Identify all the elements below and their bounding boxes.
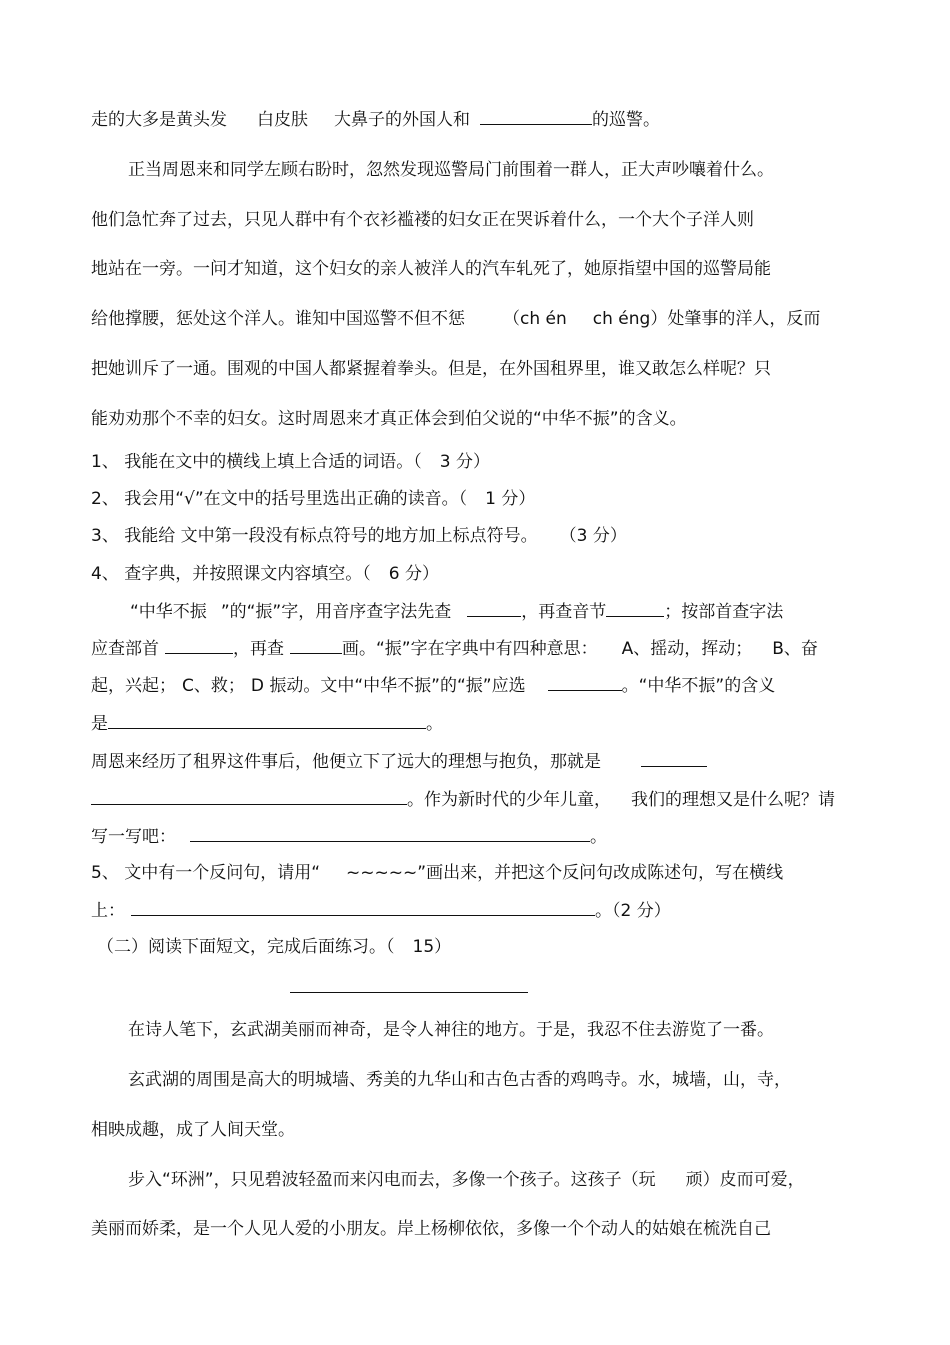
text: （二）阅读下面短文，完成后面练习。（ xyxy=(97,937,395,957)
text: 周恩来经历了租界这件事后，他便立下了远大的理想与抱负，那就是 xyxy=(91,752,601,772)
text: 。“中华不振”的含义 xyxy=(621,676,776,696)
points: 6 分） xyxy=(388,564,439,584)
fill-blank[interactable] xyxy=(480,108,592,125)
q5-line2 xyxy=(91,899,671,922)
text: 。（2 分） xyxy=(595,901,671,921)
text: 写一写吧： xyxy=(91,827,176,847)
text: 3、 我能给 文中第一段没有标点符号的地方加上标点符号。 xyxy=(91,526,538,546)
fill-blank[interactable] xyxy=(290,637,342,654)
text: 。 xyxy=(590,827,607,847)
text: 走的大多是黄头发 xyxy=(91,110,227,130)
section2-header xyxy=(97,936,451,958)
fill-blank[interactable] xyxy=(91,788,407,805)
fill-blank[interactable] xyxy=(641,750,707,767)
text: 1、 我能在文中的横线上填上合适的词语。（ xyxy=(91,452,422,472)
passage2-line2: 玄武湖的周围是高大的明城墙、秀美的九华山和古色古香的鸡鸣寺。水，城墙，山，寺， xyxy=(128,1070,791,1090)
q4-line2 xyxy=(91,637,818,660)
text: 2、 我会用“√”在文中的括号里选出正确的读音。（ xyxy=(91,489,468,509)
passage2-line5: 美丽而娇柔，是一个人见人爱的小朋友。岸上杨柳依依，多像一个个动人的姑娘在梳洗自己 xyxy=(91,1219,771,1239)
wavy-symbol: ~~~~~ xyxy=(346,863,418,883)
q4-line4 xyxy=(91,712,443,735)
text: ；按部首查字法 xyxy=(664,602,784,622)
question-2 xyxy=(91,488,535,510)
text: 4、 查字典，并按照课文内容填空。（ xyxy=(91,564,371,584)
question-3 xyxy=(91,525,627,547)
passage1-line6: 把她训斥了一通。围观的中国人都紧握着拳头。但是，在外国租界里，谁又敢怎么样呢？只 xyxy=(91,359,771,379)
text: B、奋 xyxy=(772,639,818,659)
passage1-line7: 能劝劝那个不幸的妇女。这时周恩来才真正体会到伯父说的“中华不振”的含义。 xyxy=(91,409,687,429)
fill-blank[interactable] xyxy=(606,600,664,617)
text: 步入“环洲”，只见碧波轻盈而来闪电而去，多像一个孩子。这孩子（玩 xyxy=(128,1170,656,1190)
points: 1 分） xyxy=(485,489,536,509)
text: 白皮肤 xyxy=(257,110,308,130)
question-4 xyxy=(91,563,439,585)
text: A、摇动，挥动； xyxy=(621,639,753,659)
text: ，再查 xyxy=(233,639,284,659)
text: 顽）皮而可爱， xyxy=(685,1170,805,1190)
pinyin-option-2[interactable]: ch éng）处肇事的洋人，反而 xyxy=(592,309,821,329)
passage2-line4 xyxy=(128,1169,805,1191)
fill-blank[interactable] xyxy=(108,712,426,729)
text: 是 xyxy=(91,714,108,734)
text: 我们的理想又是什么呢？请 xyxy=(631,790,835,810)
text: ”画出来，并把这个反问句改成陈述句，写在横线 xyxy=(417,863,784,883)
q4-line7 xyxy=(91,825,607,848)
text: D 振动。文中“中华不振”的“振”应选 xyxy=(250,676,526,696)
text: 大鼻子的外国人和 xyxy=(334,110,470,130)
q4-line3 xyxy=(91,674,775,697)
text: 起，兴起； xyxy=(91,676,176,696)
passage2-line1: 在诗人笔下，玄武湖美丽而神奇，是令人神往的地方。于是，我忍不住去游览了一番。 xyxy=(128,1020,774,1040)
points: 15） xyxy=(412,937,452,957)
text: 5、 文中有一个反问句，请用“ xyxy=(91,863,321,883)
fill-blank[interactable] xyxy=(131,899,595,916)
text: 的巡警。 xyxy=(592,110,660,130)
text: 应查部首 xyxy=(91,639,159,659)
text: ”的“振”字，用音序查字法先查 xyxy=(220,602,452,622)
question-1 xyxy=(91,451,490,473)
passage2-line3: 相映成趣，成了人间天堂。 xyxy=(91,1120,295,1140)
passage1-line1 xyxy=(91,108,660,131)
passage1-line3: 他们急忙奔了过去，只见人群中有个衣衫褴褛的妇女正在哭诉着什么，一个大个子洋人则 xyxy=(91,210,754,230)
text: ，再查音节 xyxy=(521,602,607,622)
q4-line5 xyxy=(91,750,707,773)
text: 上： xyxy=(91,901,125,921)
fill-blank[interactable] xyxy=(165,637,233,654)
text: “中华不振 xyxy=(130,602,207,622)
passage1-line5 xyxy=(91,308,820,330)
fill-blank[interactable] xyxy=(548,674,622,691)
text: 。 xyxy=(426,714,443,734)
points: （3 分） xyxy=(559,526,627,546)
text: 给他撑腰，惩处这个洋人。谁知中国巡警不但不惩 xyxy=(91,309,465,329)
text: C、救； xyxy=(182,676,245,696)
text: 。作为新时代的少年儿童， xyxy=(407,790,611,810)
passage1-line2: 正当周恩来和同学左顾右盼时，忽然发现巡警局门前围着一群人，正大声吵嚷着什么。 xyxy=(128,160,774,180)
text: 画。“振”字在字典中有四种意思： xyxy=(342,639,598,659)
question-5 xyxy=(91,862,783,884)
q4-line6 xyxy=(91,788,835,811)
passage1-line4: 地站在一旁。一问才知道，这个妇女的亲人被洋人的汽车轧死了，她原指望中国的巡警局能 xyxy=(91,259,771,279)
q4-line1 xyxy=(130,600,783,623)
points: 3 分） xyxy=(439,452,490,472)
fill-blank[interactable] xyxy=(467,600,521,617)
fill-blank[interactable] xyxy=(190,825,590,842)
pinyin-option-1[interactable]: （ch én xyxy=(503,309,567,329)
title-blank[interactable] xyxy=(290,992,528,993)
